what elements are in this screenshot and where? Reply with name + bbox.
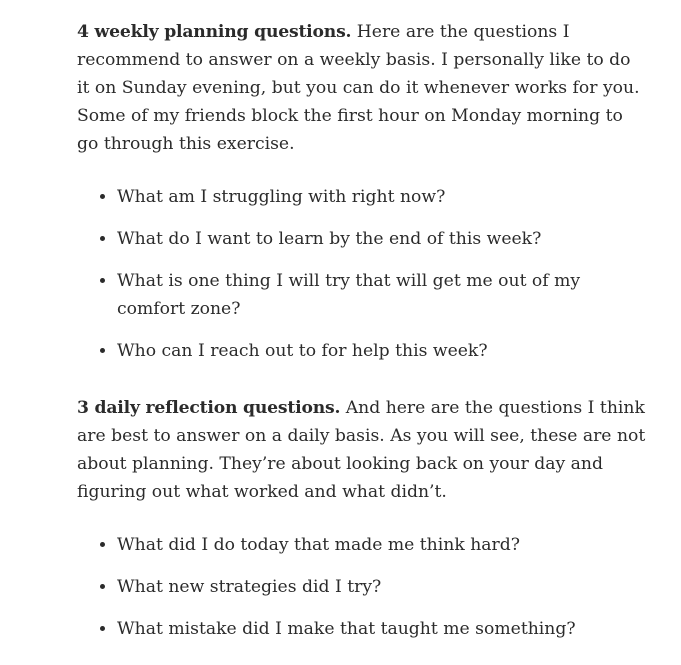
list-item: • What am I struggling with right now? xyxy=(117,183,647,211)
list-item: • What mistake did I make that taught me something? xyxy=(117,615,647,643)
weekly-questions-list xyxy=(77,183,647,365)
article-body xyxy=(77,18,647,643)
daily-reflection-text: And here are the questions I think are best to answer on a daily basis. As you will see, these are not about planning. They’re about looking back on your day and figuring out what worked and what didn’t. xyxy=(77,398,646,502)
list-item: • What did I do today that made me think hard? xyxy=(117,531,647,559)
list-item: • What do I want to learn by the end of this week? xyxy=(117,225,647,253)
list-item: • What is one thing I will try that will get me out of my comfort zone? xyxy=(117,267,647,323)
list-item: • What new strategies did I try? xyxy=(117,573,647,601)
weekly-planning-text: Here are the questions I recommend to answer on a weekly basis. I personally like to do it on Sunday evening, but you can do it whenever works for you. Some of my friends block the first hour on Monday morning to go through this exercise. xyxy=(77,22,640,154)
weekly-planning-paragraph xyxy=(77,18,647,158)
daily-reflection-paragraph xyxy=(77,394,647,506)
daily-reflection-heading: 3 daily reflection questions. xyxy=(77,398,341,418)
list-item: • Who can I reach out to for help this week? xyxy=(117,337,647,365)
weekly-planning-heading: 4 weekly planning questions. xyxy=(77,22,352,42)
daily-questions-list xyxy=(77,531,647,643)
